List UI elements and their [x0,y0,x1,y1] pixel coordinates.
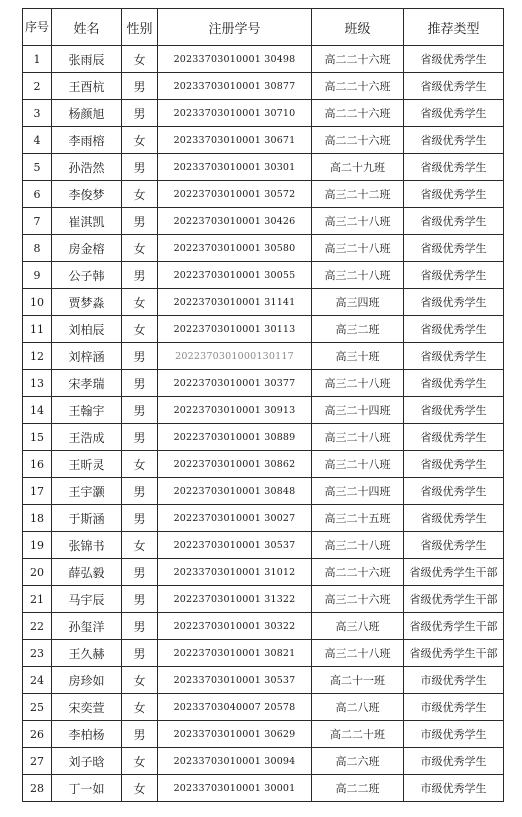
cell-gender: 女 [122,667,158,694]
header-recommendation-type: 推荐类型 [404,9,504,46]
table-row [23,748,504,775]
cell-class: 高三二十六班 [312,586,404,613]
cell-name: 王酉杭 [52,73,122,100]
cell-class: 高三二班 [312,316,404,343]
cell-recommendation-type: 市级优秀学生 [404,667,504,694]
cell-class: 高二十九班 [312,154,404,181]
cell-registration-number: 20233703010001 30301 [158,154,312,181]
cell-registration-number: 20233703010001 31012 [158,559,312,586]
cell-gender: 男 [122,478,158,505]
table-row [23,613,504,640]
cell-registration-number: 20223703010001 30580 [158,235,312,262]
cell-registration-number: 20223703010001 30913 [158,397,312,424]
cell-recommendation-type: 省级优秀学生 [404,181,504,208]
cell-recommendation-type: 省级优秀学生干部 [404,559,504,586]
cell-seq: 11 [23,316,52,343]
cell-recommendation-type: 省级优秀学生干部 [404,613,504,640]
table-row [23,559,504,586]
cell-gender: 男 [122,262,158,289]
cell-seq: 7 [23,208,52,235]
cell-class: 高二八班 [312,694,404,721]
table-row [23,532,504,559]
cell-registration-number: 20223703010001 30862 [158,451,312,478]
cell-gender: 男 [122,100,158,127]
cell-seq: 6 [23,181,52,208]
cell-gender: 男 [122,559,158,586]
cell-recommendation-type: 省级优秀学生 [404,343,504,370]
cell-seq: 5 [23,154,52,181]
header-registration-number: 注册学号 [158,9,312,46]
cell-seq: 23 [23,640,52,667]
cell-name: 王宇灏 [52,478,122,505]
cell-seq: 27 [23,748,52,775]
cell-name: 李俊梦 [52,181,122,208]
cell-name: 孙玺洋 [52,613,122,640]
cell-seq: 3 [23,100,52,127]
cell-gender: 女 [122,316,158,343]
cell-name: 李柏杨 [52,721,122,748]
cell-registration-number: 20233703010001 30094 [158,748,312,775]
cell-registration-number: 20223703010001 30055 [158,262,312,289]
cell-registration-number: 20223703010001 30426 [158,208,312,235]
table-row [23,208,504,235]
cell-class: 高三二十八班 [312,451,404,478]
cell-gender: 男 [122,343,158,370]
cell-gender: 女 [122,532,158,559]
cell-registration-number: 20223703010001 30821 [158,640,312,667]
table-row [23,73,504,100]
cell-name: 宋奕萱 [52,694,122,721]
cell-registration-number: 20223703010001 30377 [158,370,312,397]
cell-gender: 男 [122,370,158,397]
cell-gender: 男 [122,424,158,451]
cell-recommendation-type: 省级优秀学生 [404,73,504,100]
cell-name: 崔淇凯 [52,208,122,235]
cell-class: 高三二十八班 [312,235,404,262]
table-body [23,46,504,802]
cell-class: 高二二十六班 [312,100,404,127]
cell-gender: 男 [122,154,158,181]
header-name: 姓名 [52,9,122,46]
cell-gender: 男 [122,73,158,100]
cell-name: 公子韩 [52,262,122,289]
cell-registration-number: 20233703040007 20578 [158,694,312,721]
table-row [23,46,504,73]
table-row [23,721,504,748]
cell-recommendation-type: 省级优秀学生 [404,451,504,478]
cell-class: 高三二十八班 [312,370,404,397]
header-seq: 序号 [23,9,52,46]
cell-class: 高二二十六班 [312,73,404,100]
student-table [22,8,504,802]
cell-seq: 4 [23,127,52,154]
cell-registration-number: 2022370301000130117 [158,343,312,370]
cell-name: 刘梓涵 [52,343,122,370]
cell-class: 高二二十六班 [312,46,404,73]
cell-seq: 24 [23,667,52,694]
cell-class: 高三二十四班 [312,478,404,505]
cell-class: 高二二十六班 [312,559,404,586]
table-row [23,181,504,208]
header-gender: 性别 [122,9,158,46]
cell-gender: 男 [122,640,158,667]
cell-name: 宋孝瑞 [52,370,122,397]
cell-gender: 男 [122,721,158,748]
table-row [23,478,504,505]
cell-gender: 女 [122,748,158,775]
cell-recommendation-type: 省级优秀学生 [404,262,504,289]
cell-recommendation-type: 省级优秀学生 [404,424,504,451]
cell-name: 丁一如 [52,775,122,802]
cell-name: 马宇辰 [52,586,122,613]
cell-seq: 10 [23,289,52,316]
table-row [23,262,504,289]
cell-gender: 女 [122,451,158,478]
table-row [23,127,504,154]
cell-name: 王昕灵 [52,451,122,478]
cell-gender: 男 [122,208,158,235]
cell-recommendation-type: 省级优秀学生 [404,532,504,559]
cell-registration-number: 20223703010001 30322 [158,613,312,640]
cell-gender: 女 [122,46,158,73]
cell-recommendation-type: 省级优秀学生 [404,478,504,505]
cell-recommendation-type: 省级优秀学生 [404,316,504,343]
cell-recommendation-type: 市级优秀学生 [404,775,504,802]
cell-registration-number: 20233703010001 30877 [158,73,312,100]
cell-gender: 男 [122,505,158,532]
cell-seq: 9 [23,262,52,289]
cell-name: 张雨辰 [52,46,122,73]
cell-registration-number: 20233703010001 30710 [158,100,312,127]
cell-name: 杨颜旭 [52,100,122,127]
cell-seq: 26 [23,721,52,748]
header-class: 班级 [312,9,404,46]
table-row [23,505,504,532]
cell-name: 王浩成 [52,424,122,451]
cell-registration-number: 20223703010001 30889 [158,424,312,451]
cell-name: 薛弘毅 [52,559,122,586]
cell-recommendation-type: 省级优秀学生 [404,397,504,424]
cell-registration-number: 20233703010001 30001 [158,775,312,802]
cell-class: 高三二十四班 [312,397,404,424]
cell-recommendation-type: 省级优秀学生干部 [404,640,504,667]
cell-class: 高二六班 [312,748,404,775]
cell-registration-number: 20233703010001 30629 [158,721,312,748]
cell-registration-number: 20223703010001 30113 [158,316,312,343]
cell-recommendation-type: 省级优秀学生 [404,46,504,73]
cell-name: 房金榕 [52,235,122,262]
cell-gender: 女 [122,289,158,316]
cell-class: 高三八班 [312,613,404,640]
cell-class: 高二二班 [312,775,404,802]
table-row [23,775,504,802]
table-row [23,235,504,262]
table-header-row [23,9,504,46]
cell-name: 孙浩然 [52,154,122,181]
cell-registration-number: 20223703010001 30848 [158,478,312,505]
cell-class: 高三二十二班 [312,181,404,208]
cell-class: 高三十班 [312,343,404,370]
cell-registration-number: 20223703010001 30537 [158,532,312,559]
table-row [23,667,504,694]
table-row [23,100,504,127]
cell-seq: 21 [23,586,52,613]
cell-registration-number: 20223703010001 30027 [158,505,312,532]
student-table-container [22,8,504,802]
table-row [23,424,504,451]
cell-seq: 15 [23,424,52,451]
cell-recommendation-type: 市级优秀学生 [404,694,504,721]
cell-registration-number: 20223703010001 31322 [158,586,312,613]
cell-recommendation-type: 市级优秀学生 [404,721,504,748]
cell-seq: 13 [23,370,52,397]
cell-name: 贾梦淼 [52,289,122,316]
cell-seq: 14 [23,397,52,424]
table-row [23,343,504,370]
cell-class: 高三二十八班 [312,640,404,667]
cell-registration-number: 20233703010001 30671 [158,127,312,154]
cell-recommendation-type: 省级优秀学生 [404,505,504,532]
cell-recommendation-type: 省级优秀学生 [404,154,504,181]
cell-gender: 女 [122,181,158,208]
cell-seq: 19 [23,532,52,559]
cell-recommendation-type: 市级优秀学生 [404,748,504,775]
cell-name: 李雨榕 [52,127,122,154]
cell-name: 张锦书 [52,532,122,559]
cell-name: 于斯涵 [52,505,122,532]
cell-gender: 女 [122,694,158,721]
cell-registration-number: 20233703010001 30498 [158,46,312,73]
cell-class: 高三二十八班 [312,532,404,559]
cell-seq: 8 [23,235,52,262]
cell-name: 刘子晗 [52,748,122,775]
cell-name: 王久赫 [52,640,122,667]
table-row [23,640,504,667]
cell-class: 高三二十八班 [312,262,404,289]
cell-seq: 25 [23,694,52,721]
cell-gender: 女 [122,127,158,154]
cell-recommendation-type: 省级优秀学生干部 [404,586,504,613]
cell-recommendation-type: 省级优秀学生 [404,370,504,397]
cell-seq: 18 [23,505,52,532]
table-row [23,586,504,613]
table-row [23,451,504,478]
table-row [23,397,504,424]
cell-gender: 女 [122,775,158,802]
cell-gender: 女 [122,235,158,262]
cell-class: 高二十一班 [312,667,404,694]
cell-class: 高二二十六班 [312,127,404,154]
cell-seq: 1 [23,46,52,73]
cell-class: 高三二十八班 [312,208,404,235]
cell-gender: 男 [122,586,158,613]
cell-recommendation-type: 省级优秀学生 [404,100,504,127]
cell-seq: 2 [23,73,52,100]
cell-name: 房珍如 [52,667,122,694]
table-row [23,289,504,316]
cell-seq: 17 [23,478,52,505]
cell-seq: 22 [23,613,52,640]
cell-seq: 28 [23,775,52,802]
cell-class: 高三二十八班 [312,424,404,451]
cell-name: 王翰宇 [52,397,122,424]
cell-class: 高三四班 [312,289,404,316]
cell-registration-number: 20223703010001 31141 [158,289,312,316]
cell-recommendation-type: 省级优秀学生 [404,208,504,235]
cell-registration-number: 20223703010001 30572 [158,181,312,208]
cell-recommendation-type: 省级优秀学生 [404,235,504,262]
cell-recommendation-type: 省级优秀学生 [404,289,504,316]
cell-seq: 12 [23,343,52,370]
cell-registration-number: 20233703010001 30537 [158,667,312,694]
cell-seq: 16 [23,451,52,478]
table-row [23,370,504,397]
cell-gender: 男 [122,397,158,424]
table-row [23,316,504,343]
cell-seq: 20 [23,559,52,586]
cell-class: 高三二十五班 [312,505,404,532]
cell-name: 刘柏辰 [52,316,122,343]
table-row [23,694,504,721]
cell-recommendation-type: 省级优秀学生 [404,127,504,154]
cell-gender: 男 [122,613,158,640]
table-row [23,154,504,181]
cell-class: 高二二十班 [312,721,404,748]
